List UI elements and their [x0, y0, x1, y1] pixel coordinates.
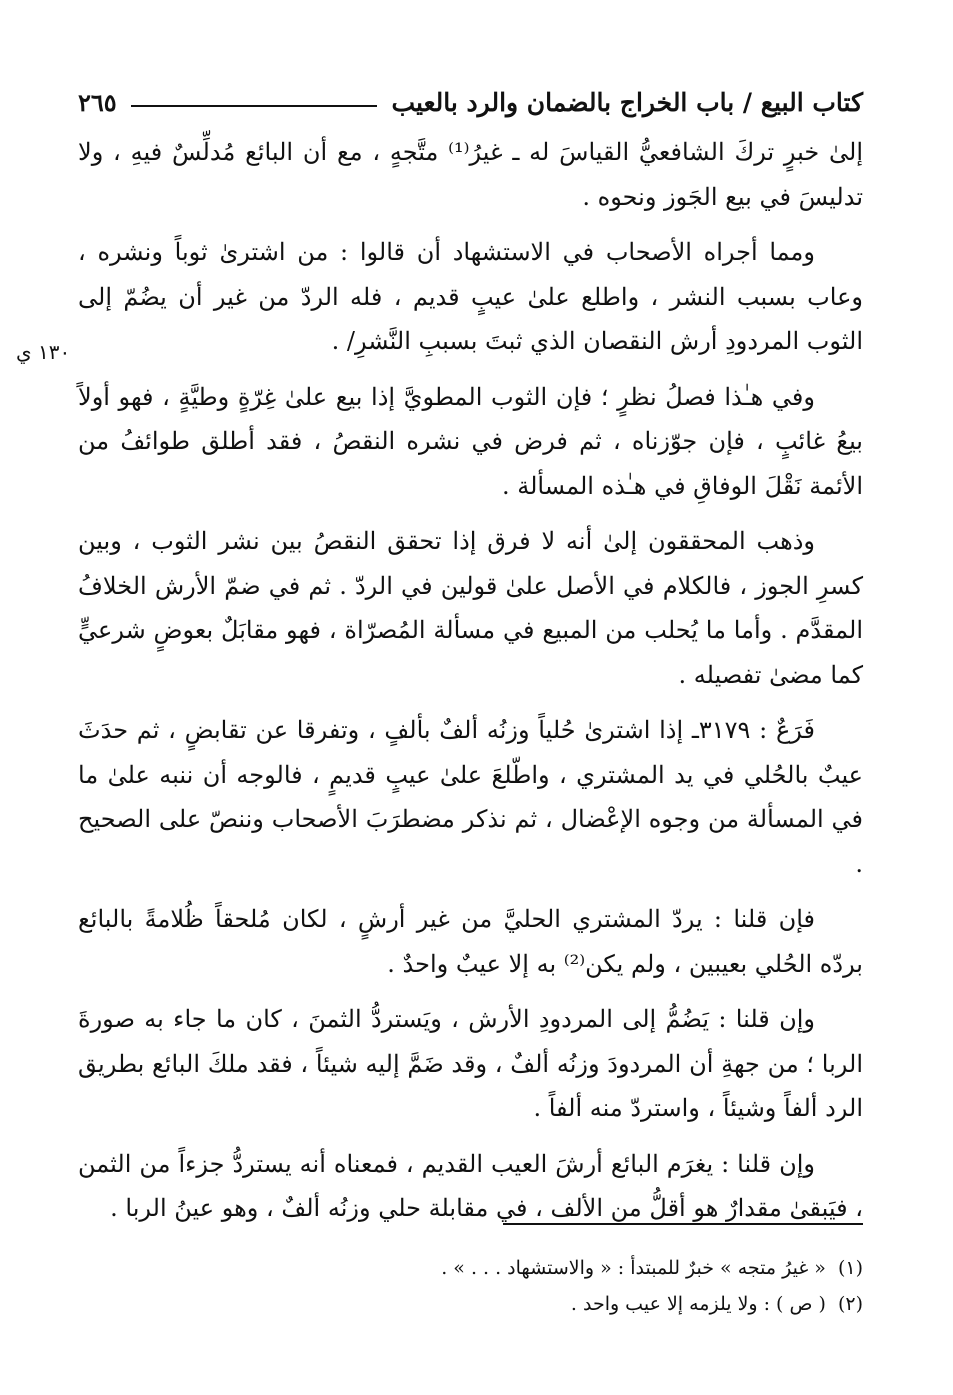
paragraph: وإن قلنا : يَضُمُّ إلى المردودِ الأرش ، ويَستردُّ الثمنَ ، كان ما جاء به صورةَ الربا ؛ من جهةِ أن المردودَ وزنُه ألفٌ ، وقد ضَمَّ إليه شيئاً ، فقد ملكَ البائع بطريق الرد ألفاً وشيئاً ، واستردّ منه ألفاً . [78, 1005, 863, 1122]
footnote-rule [503, 1223, 863, 1225]
header-rule [131, 105, 378, 107]
chapter-title: كتاب البيع / باب الخراج بالضمان والرد بالعيب [391, 87, 863, 117]
paragraph: ومما أجراه الأصحاب في الاستشهاد أن قالوا : من اشترىٰ ثوباً ونشره ، وعاب بسبب النشر ، واطلع علىٰ عيبٍ قديم ، فله الردّ من غير أن يضُمّ إلى الثوب المردودِ أرش النقصان الذي ثبتَ بسببِ النَّشرِ/ . [78, 238, 864, 355]
running-header [78, 82, 863, 122]
footnote [78, 1286, 863, 1322]
paragraph: وإن قلنا : يغرَم البائع أرشَ العيب القديم ، فمعناه أنه يستردُّ جزءاً من الثمن ، فيَبقىٰ مقدارٌ هو أقلُّ من الألف ، في مقابلة حلي وزنُه ألفٌ ، وهو عينُ الربا . [78, 1149, 863, 1222]
footnote-number: (٢) [837, 1293, 863, 1315]
footnotes [78, 1250, 863, 1322]
paragraph: إلىٰ خبرٍ تركَ الشافعيُّ القياسَ له ـ غيرُ⁽¹⁾ متَّجهٍ ، مع أن البائع مُدلِّسٌ فيهِ ، ولا تدليسَ في بيع الجَوز ونحوه . [78, 138, 864, 211]
paragraph: فإن قلنا : يردّ المشتري الحليَّ من غير أرشٍ ، لكان مُلحقاً ظُلامةً بالبائع بردّه الحُلي بعيبين ، ولم يكن⁽²⁾ به إلا عيبٌ واحدٌ . [78, 905, 863, 978]
paragraph: فَرَعٌ : ٣١٧٩ـ إذا اشترىٰ حُلياً وزنُه ألفٌ بألفٍ ، وتفرقا عن تقابضٍ ، ثم حدَثَ عيبٌ بالحُلي في يد المشتري ، واطّلعَ علىٰ عيبٍ قديمٍ ، فالوجه أن ننبه علىٰ ما في المسألة من وجوه الإعْضال ، ثم نذكر مضطرَبَ الأصحاب وننصّ على الصحيح . [78, 716, 863, 878]
margin-reference: ١٣٠ ي [16, 340, 71, 364]
footnote-text: ( ص ) : ولا يلزمه إلا عيب واحد . [570, 1293, 826, 1315]
page-number: ٢٦٥ [78, 87, 117, 117]
footnote-text: « غيرُ متجه » خبرٌ للمبتدأ : « والاستشهاد . . . » . [441, 1257, 826, 1279]
paragraph: وذهب المحققون إلىٰ أنه لا فرق إذا تحقق النقصُ بين نشر الثوب ، وبين كسرِ الجوز ، فالكلام في الأصل علىٰ قولين في الردّ . ثم في ضمّ الأرش الخلافُ المقدَّم . وأما ما يُحلب من المبيع في مسألة المُصرّاة ، فهو مقابَلٌ بعوضٍ شرعيٍّ كما مضىٰ تفصيله . [78, 527, 863, 689]
document-page [78, 0, 863, 1395]
paragraph: وفي هـٰذا فصلُ نظرٍ ؛ فإن الثوب المطويَّ إذا بيع علىٰ غِرّةٍ وطيَّةٍ ، فهو أولاً بيعُ غائبٍ ، فإن جوّزناه ، ثم فرض في نشره النقصُ ، فقد أطلق طوائفُ من الأئمة نَقْلَ الوفاقِ في هـٰذه المسألة . [78, 382, 863, 500]
footnote [78, 1250, 863, 1286]
body-text [78, 130, 863, 1242]
footnote-number: (١) [837, 1257, 863, 1279]
